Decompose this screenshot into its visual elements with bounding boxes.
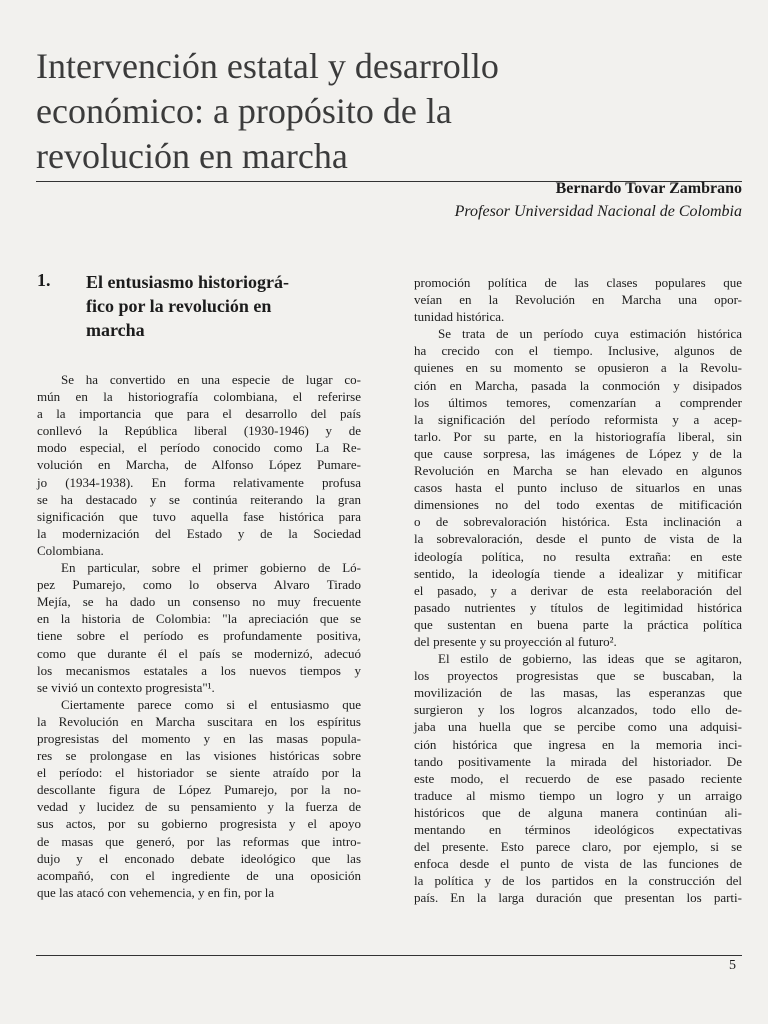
text-line: el período: el historiador se siente atraído por la	[37, 765, 361, 781]
text-line: sus actos, por su gobierno progresista y el apoyo	[37, 816, 361, 832]
text-line: casos hasta el punto incluso de situarlos en unas	[414, 480, 742, 496]
text-line: descollante figura de López Pumarejo, por la no-	[37, 782, 361, 798]
text-line: se ha destacado y se continúa reiterando la gran	[37, 491, 361, 507]
author-name: Bernardo Tovar Zambrano	[555, 180, 742, 197]
text-line: mentando en términos ideológicos expectativas	[414, 822, 742, 837]
title-line: económico: a propósito de la	[36, 91, 452, 131]
text-line: los mecanismos estatales a los nuevos tiempos y	[37, 662, 361, 678]
text-line: los últimos temores, comenzarían a comprender	[414, 394, 742, 410]
section-title-line: fico por la revolución en	[86, 296, 272, 316]
text-line: ha crecido con el tiempo. Inclusive, algunos de	[414, 343, 742, 359]
title-line: Intervención estatal y desarrollo	[36, 46, 499, 86]
text-line: acompañó, con el ingrediente de una oposición	[37, 867, 361, 883]
text-line: como que durante él el país se modernizó, adecuó	[37, 645, 361, 661]
text-line: traduce al mismo tiempo un logro y un arraigo	[414, 787, 742, 803]
text-line: o de sobrevaloración histórica. Esta inclinación a	[414, 514, 742, 530]
right-column	[414, 274, 742, 906]
text-line: surgieron y los logros alcanzados, todo ello de-	[414, 702, 742, 718]
text-line: movilización de las masas, las esperanzas que	[414, 685, 742, 701]
text-line: Ciertamente parece como si el entusiasmo que	[61, 696, 361, 712]
text-line: en la historia de Colombia: "la apreciación que se	[37, 611, 361, 627]
text-line: significación que tuvo aquella fase histórica para	[37, 508, 361, 524]
text-line: la política y de los partidos en la construcción del	[414, 873, 742, 889]
article-title	[36, 44, 736, 179]
text-line: Revolución en Marcha se han elevado en algunos	[414, 463, 742, 479]
text-line: quienes en su momento se opusieron a la Revolu-	[414, 360, 742, 376]
text-line: de masas que generó, por las reformas que intro-	[37, 833, 361, 849]
footer-rule	[36, 955, 742, 956]
section-title	[86, 270, 366, 342]
text-line: históricos que de alguna manera continúan ali-	[414, 804, 742, 820]
text-line: tiene sobre el período es profundamente positiva,	[37, 628, 361, 644]
text-line: enfoca desde el punto de vista de las funciones de	[414, 856, 742, 872]
section-title-line: El entusiasmo historiográ-	[86, 272, 290, 292]
author-affiliation: Profesor Universidad Nacional de Colombia	[454, 203, 742, 220]
text-line: ción histórica que ingresa en la memoria inci-	[414, 736, 742, 752]
text-line: progresistas del momento y en las masas popula-	[37, 730, 361, 746]
text-line: volución en Marcha, de Alfonso López Pumare-	[37, 457, 361, 473]
text-line: tunidad histórica.	[414, 309, 505, 325]
text-line: Se trata de un período cuya estimación histórica	[438, 326, 742, 342]
text-line: ideología política, no resulta extraña: en este	[414, 548, 742, 564]
text-line: Se ha convertido en una especie de lugar co-	[61, 372, 361, 387]
text-line: Colombiana.	[37, 542, 104, 558]
text-line: que sustentan en buena parte la práctica política	[414, 616, 742, 632]
text-line: tando positivamente la mirada del historiador. De	[414, 753, 742, 769]
text-line: promoción política de las clases populares que	[414, 275, 742, 290]
text-line: país. En la larga duración que presentan los parti-	[414, 890, 742, 906]
text-line: conllevó la República liberal (1930-1946) y de	[37, 423, 361, 439]
text-line: ción en Marcha, pasada la conmoción y disipados	[414, 377, 742, 393]
text-line: jo (1934-1938). En forma relativamente profusa	[37, 474, 361, 490]
text-line: del presente. Esto parece claro, por ejemplo, si se	[414, 839, 742, 855]
title-line: revolución en marcha	[36, 136, 348, 176]
text-line: El estilo de gobierno, las ideas que se agitaron,	[438, 651, 742, 667]
text-line: sentido, la ideología tiende a idealizar y mitificar	[414, 565, 742, 581]
text-line: veían en la Revolución en Marcha una opor-	[414, 292, 742, 308]
text-line: modo especial, el período conocido como La Re-	[37, 440, 361, 456]
text-line: mún en la historiografía colombiana, el referirse	[37, 389, 361, 405]
text-line: que cause sorpresa, las imágenes de López y de la	[414, 445, 742, 461]
text-line: tarlo. Por su parte, en la historiografía liberal, sin	[414, 428, 742, 444]
text-line: la modernización del Estado y de la Sociedad	[37, 525, 361, 541]
text-line: los proyectos progresistas que se buscaban, la	[414, 668, 742, 684]
text-line: Mejía, se ha dado un consenso no muy frecuente	[37, 594, 361, 610]
text-line: a la importancia que para el desarrollo del país	[37, 406, 361, 422]
section-number: 1.	[37, 270, 51, 290]
page-number: 5	[729, 958, 736, 973]
text-line: del presente y su proyección al futuro².	[414, 633, 617, 649]
text-line: jaba una huella que se percibe como una adquisi-	[414, 719, 742, 735]
text-line: vedad y lucidez de su pensamiento y la fuerza de	[37, 799, 361, 815]
text-line: se vivió un contexto progresista"¹.	[37, 679, 215, 695]
text-line: pasado nutrientes y títulos de legitimidad histórica	[414, 599, 742, 615]
text-line: este modo, el recuerdo de ese pasado reciente	[414, 770, 742, 786]
left-column	[37, 371, 361, 901]
section-title-line: marcha	[86, 320, 145, 340]
text-line: res se prolongase en las visiones históricas sobre	[37, 748, 361, 764]
text-line: la significación del período reformista y a acep-	[414, 411, 742, 427]
text-line: En particular, sobre el primer gobierno de Ló-	[61, 560, 361, 576]
text-line: que las atacó con vehemencia, y en fin, por la	[37, 884, 275, 900]
text-line: pez Pumarejo, como lo observa Alvaro Tirado	[37, 577, 361, 593]
text-line: la Revolución en Marcha suscitara en los espíritus	[37, 713, 361, 729]
text-line: dujo y el enconado debate ideológico que las	[37, 850, 361, 866]
text-line: el pasado, y a derivar de esta reelaboración del	[414, 582, 742, 598]
text-line: la sobrevaloración, desde el punto de vista de la	[414, 531, 742, 547]
text-line: dimensiones no del todo exentas de mitificación	[414, 497, 742, 513]
